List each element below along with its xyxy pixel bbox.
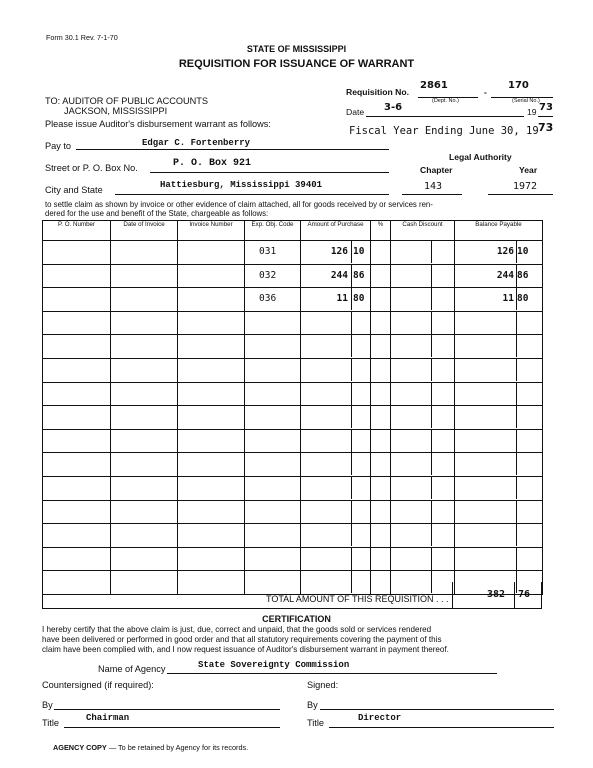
year-value[interactable]: 1972 <box>513 181 538 192</box>
table-row <box>43 476 543 500</box>
total-row <box>42 582 542 609</box>
row-balance: 126 <box>496 246 514 257</box>
dept-no-caption: (Dept. No.) <box>432 98 459 104</box>
fiscal-year-value[interactable]: 73 <box>538 121 554 134</box>
table-row <box>43 311 543 335</box>
pay-to-label: Pay to <box>45 141 72 151</box>
serial-no-caption: (Serial No.) <box>512 98 540 104</box>
table-row <box>43 382 543 406</box>
table-row <box>43 358 543 382</box>
signed-label: Signed: <box>307 680 339 690</box>
city-value[interactable]: Hattiesburg, Mississippi 39401 <box>160 180 323 190</box>
total-label: TOTAL AMOUNT OF THIS REQUISITION . . . <box>266 594 449 604</box>
by-line-left[interactable] <box>54 709 280 710</box>
city-label: City and State <box>45 185 103 195</box>
table-row <box>43 241 543 265</box>
title-label-left: Title <box>42 718 60 728</box>
row-balance: 11 <box>502 293 514 305</box>
row-amount-cents: 86 <box>353 269 365 281</box>
legal-authority-label: Legal Authority <box>449 152 512 162</box>
dept-no-value[interactable]: 2861 <box>420 80 448 91</box>
title-label-right: Title <box>307 718 325 728</box>
agency-line <box>167 673 497 674</box>
table-row <box>43 524 543 548</box>
agency-label: Name of Agency <box>98 664 166 674</box>
date-year-prefix: 19 <box>527 107 537 117</box>
row-balance-cents: 86 <box>517 269 529 281</box>
table-row <box>43 288 543 312</box>
table-row <box>43 406 543 430</box>
settle-text-2: dered for the use and benefit of the State, chargeable as follows: <box>45 209 269 218</box>
street-value[interactable]: P. O. Box 921 <box>173 158 252 169</box>
certification-line-3: claim have been complied with, and I now request issuance of Auditor's disbursement warrant in payment thereof. <box>42 645 449 654</box>
row-amount: 126 <box>330 246 348 257</box>
title-value-left[interactable]: Chairman <box>86 713 130 723</box>
requisition-dash: - <box>484 87 487 97</box>
table-header <box>43 221 543 241</box>
serial-no-value[interactable]: 170 <box>508 80 529 91</box>
settle-text-1: to settle claim as shown by invoice or other evidence of claim attached, all for goods received by or services ren- <box>45 200 433 209</box>
form-title: REQUISITION FOR ISSUANCE OF WARRANT <box>178 58 415 70</box>
col-po: P. O. Number <box>43 221 111 241</box>
total-cents[interactable]: 76 <box>518 589 531 600</box>
date-value[interactable]: 3-6 <box>384 102 403 113</box>
footer-rest: — To be retained by Agency for its records. <box>106 743 249 752</box>
row-code: 032 <box>259 269 277 281</box>
table-row <box>43 264 543 288</box>
row-amount: 11 <box>336 293 348 305</box>
table-row <box>43 547 543 571</box>
chapter-value[interactable]: 143 <box>424 181 443 192</box>
col-date: Date of Invoice <box>111 221 178 241</box>
date-year-line <box>538 116 553 117</box>
certification-title: CERTIFICATION <box>262 614 331 624</box>
instruction-text: Please issue Auditor's disbursement warrant as follows: <box>45 119 271 129</box>
form-id: Form 30.1 Rev. 7-1-70 <box>46 33 118 42</box>
date-year-value[interactable]: 73 <box>539 102 553 113</box>
requisition-label: Requisition No. <box>346 87 410 97</box>
row-code: 031 <box>259 246 277 257</box>
footer-bold: AGENCY COPY <box>53 743 107 752</box>
by-line-right[interactable] <box>320 709 554 710</box>
fiscal-year-label: Fiscal Year Ending June 30, 19 <box>349 125 539 137</box>
certification-line-2: have been delivered or performed in good order and that all statutory requirements covering the payment of this <box>42 635 442 644</box>
row-balance: 244 <box>496 269 514 281</box>
row-amount-cents: 10 <box>353 246 365 257</box>
title-line-right <box>329 727 554 728</box>
total-amount[interactable]: 382 <box>487 589 506 600</box>
agency-value[interactable]: State Sovereignty Commission <box>198 660 350 670</box>
row-balance-cents: 80 <box>517 293 529 305</box>
table-row <box>43 500 543 524</box>
city-line <box>115 194 389 195</box>
table-row <box>43 429 543 453</box>
to-line-1: TO: AUDITOR OF PUBLIC ACCOUNTS <box>45 96 209 106</box>
col-invoice: Invoice Number <box>178 221 245 241</box>
table-row <box>43 335 543 359</box>
year-line <box>488 194 553 195</box>
street-line <box>150 172 389 173</box>
chapter-label: Chapter <box>420 165 453 175</box>
title-line-left <box>64 727 280 728</box>
date-label: Date <box>346 107 365 117</box>
col-code: Exp. Obj. Code <box>245 221 301 241</box>
row-amount: 244 <box>330 269 348 281</box>
pay-to-line <box>76 149 389 150</box>
col-percent: % <box>371 221 391 241</box>
to-line-2: JACKSON, MISSISSIPPI <box>64 106 168 116</box>
table-row <box>43 453 543 477</box>
street-label: Street or P. O. Box No. <box>45 163 138 173</box>
row-balance-cents: 10 <box>517 246 529 257</box>
col-discount: Cash Discount <box>391 221 455 241</box>
col-balance: Balance Payable <box>455 221 543 241</box>
footer-note <box>53 743 248 752</box>
countersigned-label: Countersigned (if required): <box>42 680 154 690</box>
col-amount: Amount of Purchase <box>301 221 371 241</box>
title-value-right[interactable]: Director <box>358 713 402 723</box>
by-label-right: By <box>307 700 318 710</box>
date-line <box>366 116 524 117</box>
certification-line-1: I hereby certify that the above claim is just, due, correct and unpaid, that the goods sold or services rendered <box>42 625 432 634</box>
chapter-line <box>402 194 462 195</box>
pay-to-value[interactable]: Edgar C. Fortenberry <box>142 138 251 148</box>
year-label: Year <box>519 165 538 175</box>
state-heading: STATE OF MISSISSIPPI <box>246 44 347 54</box>
row-code: 036 <box>259 293 277 305</box>
row-amount-cents: 80 <box>353 293 365 305</box>
claims-table <box>42 220 543 595</box>
by-label-left: By <box>42 700 53 710</box>
